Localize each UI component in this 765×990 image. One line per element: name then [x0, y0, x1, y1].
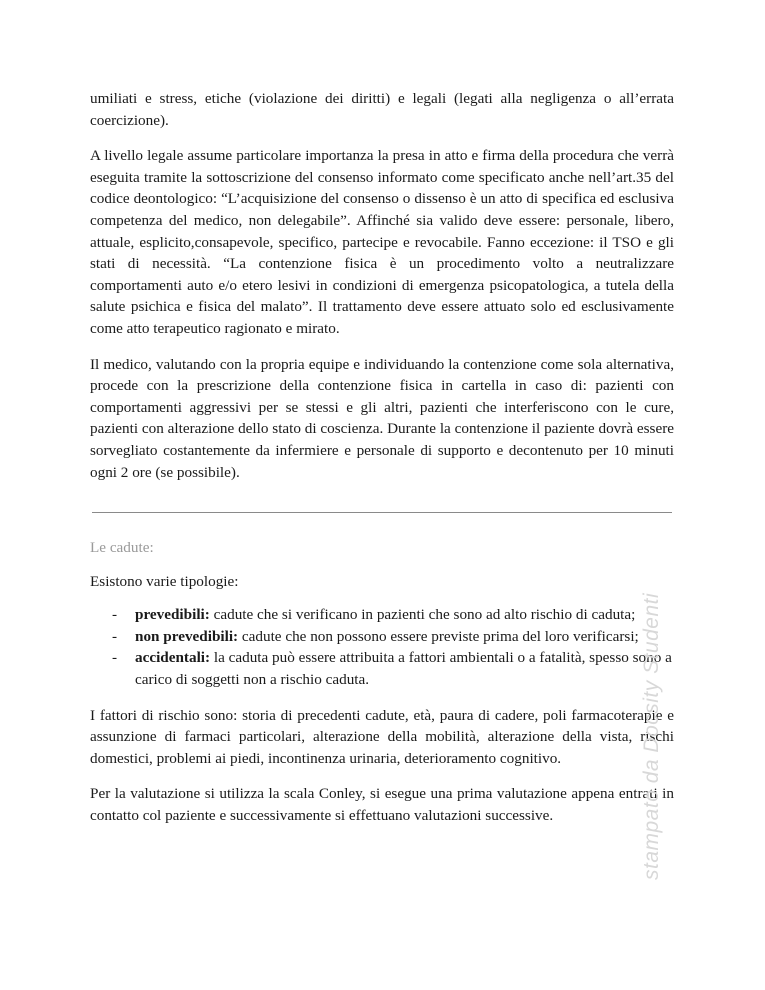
list-item: [90, 626, 674, 648]
document-body: [90, 88, 674, 483]
paragraph-informed-consent: A livello legale assume particolare importanza la presa in atto e firma della procedura che verrà eseguita tramite la sottoscrizione del consenso informato come specificato anche nell’art.35 del codice deontologico: “L’acquisizione del consenso o dissenso è un atto di specifica ed esclusiva competenza del medico, non delegabile”. Affinché sia valido deve essere: personale, libero, attuale, esplicito,consapevole, specifico, partecipe e revocabile. Fanno eccezione: il TSO e gli stati di necessità. “La contenzione fisica è un procedimento volto a neutralizzare comportamenti auto e/o etero lesivi in condizioni di emergenza psicopatologica, a tutela della salute psichica e fisica del malato”. Il trattamento deve essere attuato solo ed esclusivamente come atto terapeutico ragionato e mirato.: [90, 147, 674, 337]
watermark: stampato da Docsity Studenti: [640, 592, 663, 880]
list-item: [90, 604, 674, 626]
paragraph-conley-scale: Per la valutazione si utilizza la scala Conley, si esegue una prima valutazione appena entrati in contatto col paziente e successivamente si effettuano valutazioni successive.: [90, 785, 674, 824]
falls-section: [90, 537, 674, 827]
list-dash: -: [112, 627, 118, 645]
list-dash: -: [112, 649, 118, 667]
paragraph-ethics-legal: umiliati e stress, etiche (violazione dei diritti) e legali (legati alla negligenza o all’errata coercizione).: [90, 90, 674, 129]
list-item: [90, 647, 674, 690]
fall-types-list: [90, 604, 674, 690]
type-description: cadute che si verificano in pazienti che sono ad alto rischio di caduta;: [209, 606, 636, 624]
type-term: prevedibili:: [135, 606, 210, 624]
type-term: accidentali:: [135, 649, 211, 667]
type-term: non prevedibili:: [135, 627, 239, 645]
section-title: Le cadute:: [90, 539, 154, 556]
paragraph-prescription: Il medico, valutando con la propria equipe e individuando la contenzione come sola alternativa, procede con la prescrizione della contenzione fisica in cartella in caso di: pazienti con comportamenti aggressivi per se stessi e gli altri, pazienti che interferiscono con le cure, pazienti con alterazione dello stato di coscienza. Durante la contenzione il paziente dovrà essere sorvegliato costantemente da infermiere e personale di supporto e decontenuto per 10 minuti ogni 2 ore (se possibile).: [90, 355, 674, 481]
list-dash: -: [112, 606, 118, 624]
paragraph-risk-factors: I fattori di rischio sono: storia di precedenti cadute, età, paura di cadere, poli farmacoterapie e assunzione di farmaci particolari, alterazione della mobilità, alterazione della vista, rischi domestici, problemi ai piedi, incontinenza urinaria, deterioramento cognitivo.: [90, 706, 674, 767]
types-intro: Esistono varie tipologie:: [90, 572, 239, 590]
section-divider: [92, 512, 672, 513]
type-description: la caduta può essere attribuita a fattori ambientali o a fatalità, spesso sono a carico di soggetti non a rischio caduta.: [135, 649, 672, 688]
type-description: cadute che non possono essere previste prima del loro verificarsi;: [238, 627, 639, 645]
